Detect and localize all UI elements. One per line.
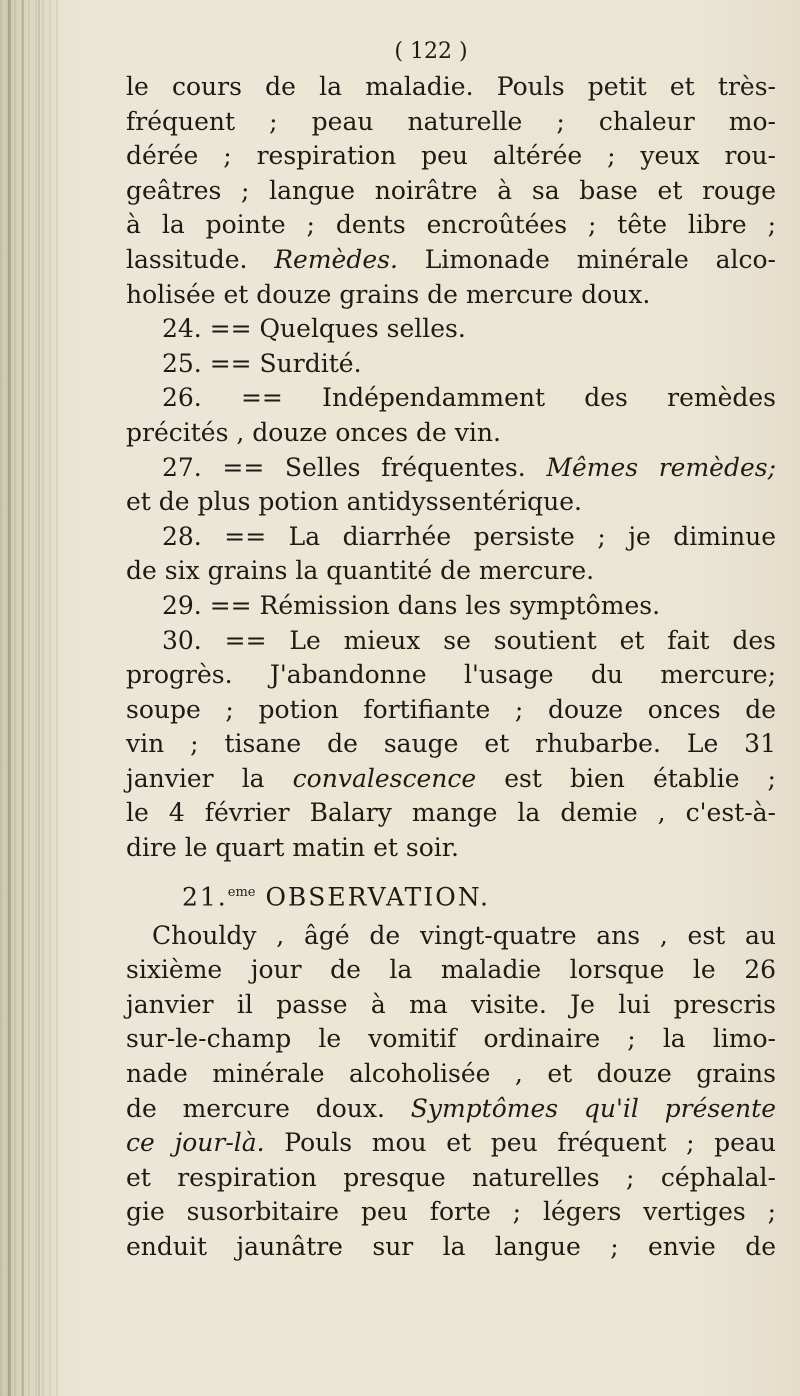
page-gutter — [0, 0, 62, 1396]
text-line: gie susorbitaire peu forte ; légers vertiges ; — [126, 1197, 776, 1227]
text-line: Chouldy , âgé de vingt-quatre ans , est au — [152, 920, 776, 950]
gutter-shadow — [38, 0, 40, 1396]
text-line: progrès. J'abandonne l'usage du mercure; — [126, 660, 776, 690]
text-line: enduit jaunâtre sur la langue ; envie de — [126, 1231, 776, 1261]
text-span: 27. == Selles fréquentes. — [162, 452, 526, 482]
text-line: holisée et douze grains de mercure doux. — [126, 279, 651, 309]
text-line: sixième jour de la maladie lorsque le 26 — [126, 955, 776, 985]
italic-ce-jour-la: ce jour-là. — [126, 1128, 265, 1158]
text-line: le 4 février Balary mange la demie , c'est-à- — [126, 798, 776, 828]
heading-number: 21. — [182, 881, 228, 911]
entry-26: 26. == Indépendamment des remèdes — [162, 383, 776, 413]
text-span: janvier la — [126, 763, 265, 793]
text-line: à la pointe ; dents encroûtées ; tête libre ; — [126, 210, 776, 240]
entry-29: 29. == Rémission dans les symptômes. — [162, 590, 661, 620]
gutter-shadow — [8, 0, 11, 1396]
text-line: soupe ; potion fortifiante ; douze onces de — [126, 694, 776, 724]
text-line — [126, 1092, 776, 1127]
text-line: le cours de la maladie. Pouls petit et très- — [126, 72, 776, 101]
text-line: janvier il passe à ma visite. Je lui prescris — [126, 989, 776, 1019]
text-line: dire le quart matin et soir. — [126, 833, 459, 863]
italic-symptomes: Symptômes qu'il présente — [410, 1093, 776, 1123]
heading-title: OBSERVATION. — [265, 881, 490, 911]
entry-28: 28. == La diarrhée persiste ; je diminue — [162, 521, 776, 551]
page-text — [126, 38, 776, 1265]
heading-sup: eme — [227, 884, 256, 900]
text-line: geâtres ; langue noirâtre à sa base et rouge — [126, 175, 776, 205]
observation-heading — [126, 876, 776, 915]
text-span: Pouls mou et peu fréquent ; peau — [284, 1128, 776, 1158]
text-line: et respiration presque naturelles ; céphalal- — [126, 1162, 776, 1192]
text-line: dérée ; respiration peu altérée ; yeux rou- — [126, 141, 776, 171]
text-line: vin ; tisane de sauge et rhubarbe. Le 31 — [126, 729, 776, 759]
entry-30: 30. == Le mieux se soutient et fait des — [162, 625, 776, 655]
text-span: de mercure doux. — [126, 1093, 385, 1123]
text-line: nade minérale alcoholisée , et douze grains — [126, 1058, 776, 1088]
entry-25: 25. == Surdité. — [162, 348, 362, 378]
text-span: Limonade minérale alco- — [424, 244, 777, 274]
italic-memes-remedes: Mêmes remèdes; — [546, 452, 776, 482]
text-line: de six grains la quantité de mercure. — [126, 556, 595, 586]
text-line: fréquent ; peau naturelle ; chaleur mo- — [126, 106, 776, 136]
text-span: est bien établie ; — [504, 763, 776, 793]
text-line: sur-le-champ le vomitif ordinaire ; la limo- — [126, 1024, 776, 1054]
text-line — [126, 762, 776, 797]
text-line — [126, 1126, 776, 1161]
text-line: et de plus potion antidyssentérique. — [126, 487, 582, 517]
entry-27 — [126, 451, 776, 486]
text-line — [126, 243, 776, 278]
italic-convalescence: convalescence — [292, 763, 477, 793]
text-line: précités , douze onces de vin. — [126, 417, 501, 447]
italic-remedes: Remèdes. — [274, 244, 398, 274]
entry-24: 24. == Quelques selles. — [162, 314, 466, 344]
text-span: lassitude. — [126, 244, 248, 274]
page-number: ( 122 ) — [394, 39, 468, 64]
gutter-shadow — [22, 0, 24, 1396]
